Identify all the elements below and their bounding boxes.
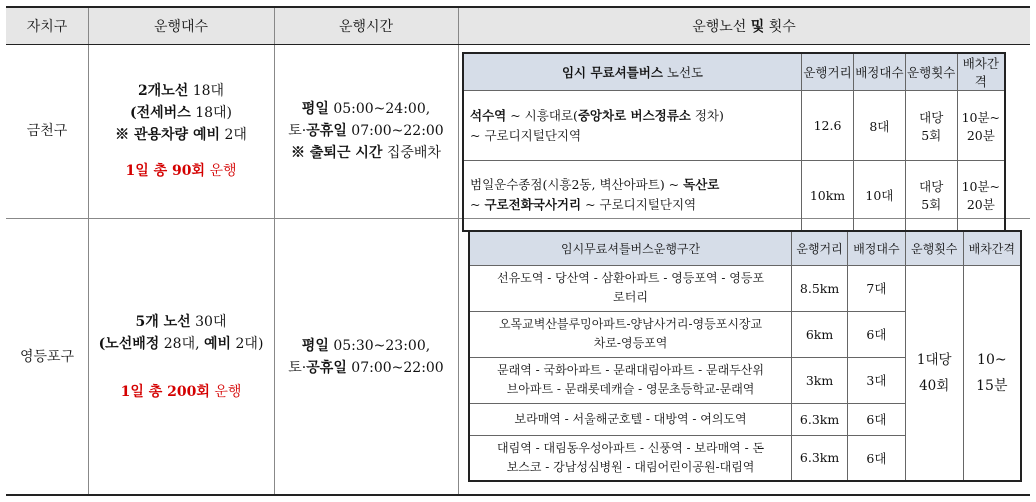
district-geumcheon: 금천구: [26, 123, 68, 139]
table-row: [463, 161, 1005, 231]
geumcheon-vehicles: [88, 44, 274, 218]
yeongdeungpo-col-runs: 운행횟수: [905, 231, 963, 265]
geumcheon-col-assigned: 배정대수: [853, 53, 905, 91]
district-yeongdeungpo: 영등포구: [19, 349, 75, 365]
yeongdeungpo-col-interval: 배차간격: [963, 231, 1021, 265]
route-assigned: 7대: [848, 265, 906, 311]
yeongdeungpo-hours: [274, 218, 458, 496]
geumcheon-route-table: [462, 52, 1006, 232]
route-distance: 10km: [802, 161, 854, 231]
route-distance: 8.5km: [792, 265, 848, 311]
geumcheon-hours: [274, 44, 458, 218]
route-section: 문래역 - 국화아파트 - 문래대림아파트 - 문래두산위 브아파트 - 문래롯데캐슬 - 영문초등학교-문래역: [469, 357, 792, 403]
route-assigned: 6대: [848, 435, 906, 481]
header-routes-and: 및: [750, 19, 765, 35]
yeongdeungpo-route-table: [468, 230, 1022, 482]
geumcheon-col-interval: 배차간격: [957, 53, 1005, 91]
route-description: 범일운수종점(시흥2동, 벽산아파트) ~ 독산로 ~ 구로전화국사거리 ~ 구로디지털단지역: [463, 161, 802, 231]
route-section: 선유도역 - 당산역 - 삼환아파트 - 영등포역 - 영등포 로터리: [469, 265, 792, 311]
route-section: 보라매역 - 서울해군호텔 - 대방역 - 여의도역: [469, 403, 792, 435]
yeongdeungpo-route-header: [469, 231, 1021, 265]
geumcheon-col-distance: 운행거리: [802, 53, 854, 91]
yeongdeungpo-col-section: 임시무료셔틀버스운행구간: [469, 231, 792, 265]
geumcheon-col-title: 임시 무료셔틀버스 노선도: [463, 53, 802, 91]
header-routes-text: 운행노선: [692, 19, 747, 35]
table-row: [469, 265, 1021, 311]
geumcheon-hours-weekday: 평일 05:00~24:00,: [301, 101, 431, 117]
header-routes: [458, 8, 1030, 44]
yeongdeungpo-col-distance: 운행거리: [792, 231, 848, 265]
col-divider: [458, 8, 459, 494]
route-interval: 10분~ 20분: [957, 161, 1005, 231]
route-assigned: 8대: [853, 91, 905, 161]
route-assigned: 10대: [853, 161, 905, 231]
route-description: 석수역 ~ 시흥대로(중앙차로 버스정류소 정차) ~ 구로디지털단지역: [463, 91, 802, 161]
header-district: 자치구: [26, 19, 68, 35]
header-hours: 운행시간: [338, 19, 394, 35]
route-section: 대림역 - 대림동우성아파트 - 신풍역 - 보라매역 - 돈 보스코 - 강남성심병원 - 대림어린이공원-대림역: [469, 435, 792, 481]
header-routes-suffix: 횟수: [768, 19, 796, 35]
yeongdeungpo-hours-weekend: 토·공휴일 07:00~22:00: [288, 360, 444, 376]
route-distance: 6.3km: [792, 403, 848, 435]
route-assigned: 3대: [848, 357, 906, 403]
yeongdeungpo-hours-weekday: 평일 05:30~23:00,: [301, 338, 431, 354]
route-runs: 1대당 40회: [905, 265, 963, 481]
geumcheon-route-header: [463, 53, 1005, 91]
geumcheon-vehicles-line1: 2개노선 18대: [137, 83, 225, 99]
geumcheon-hours-weekend: 토·공휴일 07:00~22:00: [288, 123, 444, 139]
route-distance: 3km: [792, 357, 848, 403]
yeongdeungpo-vehicles-line1: 5개 노선 30대: [135, 314, 227, 330]
route-assigned: 6대: [848, 403, 906, 435]
table-row: [463, 91, 1005, 161]
route-section: 오목교벽산블루밍아파트-양남사거리-영등포시장교 차로-영등포역: [469, 311, 792, 357]
shuttle-bus-table: [6, 6, 1030, 496]
header-vehicles: 운행대수: [153, 19, 209, 35]
route-assigned: 6대: [848, 311, 906, 357]
route-interval: 10~ 15분: [963, 265, 1021, 481]
geumcheon-vehicles-line3: ※ 관용차량 예비 2대: [115, 127, 247, 143]
route-distance: 6km: [792, 311, 848, 357]
geumcheon-total: 1일 총 90회 운행: [125, 163, 237, 179]
yeongdeungpo-vehicles-line2: (노선배정 28대, 예비 2대): [98, 336, 264, 352]
yeongdeungpo-vehicles: [88, 218, 274, 496]
route-distance: 6.3km: [792, 435, 848, 481]
geumcheon-vehicles-line2: (전세버스 18대): [130, 105, 232, 121]
yeongdeungpo-total: 1일 총 200회 운행: [120, 384, 242, 400]
yeongdeungpo-col-assigned: 배정대수: [848, 231, 906, 265]
route-runs: 대당 5회: [905, 91, 957, 161]
geumcheon-col-runs: 운행횟수: [905, 53, 957, 91]
geumcheon-hours-note: ※ 출퇴근 시간 집중배차: [291, 145, 441, 161]
route-runs: 대당 5회: [905, 161, 957, 231]
route-interval: 10분~ 20분: [957, 91, 1005, 161]
route-distance: 12.6: [802, 91, 854, 161]
